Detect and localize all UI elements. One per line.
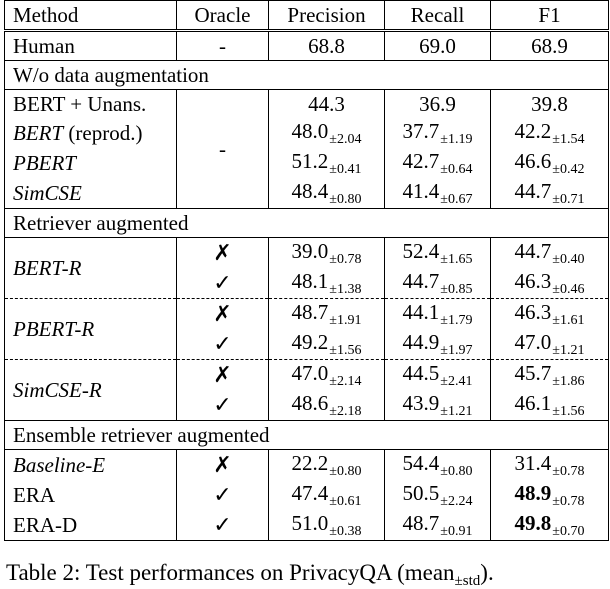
f1-cell bbox=[491, 238, 609, 269]
results-table bbox=[4, 0, 609, 541]
section-no-aug-label: W/o data augmentation bbox=[5, 61, 609, 90]
recall-std: ±0.64 bbox=[440, 162, 473, 177]
recall-cell bbox=[385, 390, 491, 421]
check-icon: ✓ bbox=[177, 268, 269, 299]
retriever-row bbox=[5, 299, 609, 330]
precision-value: 48.0 bbox=[291, 119, 329, 143]
recall-cell bbox=[385, 299, 491, 330]
section-retriever bbox=[5, 209, 609, 238]
precision-cell bbox=[269, 360, 385, 391]
recall-value: 42.7 bbox=[402, 149, 440, 173]
recall-cell bbox=[385, 510, 491, 541]
recall-value: 36.9 bbox=[419, 92, 456, 116]
recall-value: 52.4 bbox=[402, 239, 440, 263]
f1-std: ±1.86 bbox=[552, 374, 585, 389]
recall-std: ±1.79 bbox=[440, 313, 473, 328]
precision-cell bbox=[269, 299, 385, 330]
noaug-row bbox=[5, 90, 609, 119]
recall-std: ±1.97 bbox=[440, 343, 473, 358]
check-icon: ✓ bbox=[177, 510, 269, 541]
human-method: Human bbox=[5, 31, 177, 61]
f1-cell bbox=[491, 90, 609, 119]
header-row bbox=[5, 1, 609, 31]
recall-std: ±0.91 bbox=[440, 524, 473, 539]
precision-value: 48.6 bbox=[291, 391, 329, 415]
precision-cell bbox=[269, 178, 385, 209]
f1-std: ±1.54 bbox=[552, 132, 585, 147]
recall-std: ±2.41 bbox=[440, 374, 473, 389]
cross-icon: ✗ bbox=[177, 360, 269, 391]
check-icon: ✓ bbox=[177, 390, 269, 421]
header-method: Method bbox=[5, 1, 177, 31]
precision-cell bbox=[269, 480, 385, 510]
f1-cell bbox=[491, 118, 609, 148]
method-cell bbox=[5, 178, 177, 209]
precision-value: 49.2 bbox=[291, 330, 329, 354]
f1-value: 48.9 bbox=[514, 481, 552, 505]
f1-cell bbox=[491, 510, 609, 541]
ensemble-row bbox=[5, 510, 609, 541]
f1-std: ±0.78 bbox=[552, 464, 585, 479]
recall-value: 50.5 bbox=[402, 481, 440, 505]
precision-std: ±2.14 bbox=[329, 374, 362, 389]
precision-std: ±1.91 bbox=[329, 313, 362, 328]
precision-std: ±0.61 bbox=[329, 494, 362, 509]
retriever-row bbox=[5, 238, 609, 269]
f1-cell bbox=[491, 329, 609, 360]
recall-cell bbox=[385, 329, 491, 360]
recall-std: ±1.65 bbox=[440, 252, 473, 267]
method-name: BERT bbox=[13, 121, 64, 145]
precision-value: 48.1 bbox=[291, 269, 329, 293]
recall-value: 44.1 bbox=[402, 300, 440, 324]
recall-value: 43.9 bbox=[402, 391, 440, 415]
f1-value: 45.7 bbox=[514, 361, 552, 385]
precision-cell bbox=[269, 450, 385, 481]
human-recall: 69.0 bbox=[385, 31, 491, 61]
recall-std: ±0.80 bbox=[440, 464, 473, 479]
precision-std: ±0.38 bbox=[329, 524, 362, 539]
recall-value: 54.4 bbox=[402, 451, 440, 475]
precision-value: 39.0 bbox=[291, 239, 329, 263]
human-precision: 68.8 bbox=[269, 31, 385, 61]
table-caption bbox=[6, 560, 494, 589]
section-ensemble-label: Ensemble retriever augmented bbox=[5, 421, 609, 450]
cross-icon: ✗ bbox=[177, 238, 269, 269]
f1-cell bbox=[491, 480, 609, 510]
f1-cell bbox=[491, 450, 609, 481]
method-cell bbox=[5, 118, 177, 148]
cross-icon: ✗ bbox=[177, 450, 269, 481]
f1-value: 49.8 bbox=[514, 511, 552, 535]
f1-cell bbox=[491, 360, 609, 391]
precision-cell bbox=[269, 148, 385, 178]
ensemble-row bbox=[5, 480, 609, 510]
recall-cell bbox=[385, 360, 491, 391]
recall-cell bbox=[385, 238, 491, 269]
human-f1: 68.9 bbox=[491, 31, 609, 61]
recall-cell bbox=[385, 178, 491, 209]
cross-icon: ✗ bbox=[177, 299, 269, 330]
f1-std: ±0.40 bbox=[552, 252, 585, 267]
precision-cell bbox=[269, 90, 385, 119]
caption-end: ). bbox=[480, 560, 494, 585]
recall-value: 48.7 bbox=[402, 511, 440, 535]
section-retriever-label: Retriever augmented bbox=[5, 209, 609, 238]
f1-std: ±1.21 bbox=[552, 343, 585, 358]
caption-text: Table 2: Test performances on PrivacyQA (mean bbox=[6, 560, 455, 585]
precision-value: 51.2 bbox=[291, 149, 329, 173]
f1-std: ±1.56 bbox=[552, 404, 585, 419]
method-name: PBERT bbox=[13, 151, 76, 175]
precision-cell bbox=[269, 390, 385, 421]
f1-cell bbox=[491, 178, 609, 209]
f1-cell bbox=[491, 148, 609, 178]
method-cell: BERT-R bbox=[5, 238, 177, 299]
f1-value: 46.1 bbox=[514, 391, 552, 415]
f1-value: 42.2 bbox=[514, 119, 552, 143]
f1-std: ±0.46 bbox=[552, 282, 585, 297]
f1-cell bbox=[491, 299, 609, 330]
f1-std: ±0.42 bbox=[552, 162, 585, 177]
method-cell: Baseline-E bbox=[5, 450, 177, 481]
recall-cell bbox=[385, 90, 491, 119]
f1-value: 46.6 bbox=[514, 149, 552, 173]
header-precision: Precision bbox=[269, 1, 385, 31]
header-recall: Recall bbox=[385, 1, 491, 31]
f1-value: 44.7 bbox=[514, 179, 552, 203]
method-cell: SimCSE-R bbox=[5, 360, 177, 421]
recall-value: 44.9 bbox=[402, 330, 440, 354]
noaug-row bbox=[5, 178, 609, 209]
precision-cell bbox=[269, 118, 385, 148]
recall-value: 44.7 bbox=[402, 269, 440, 293]
precision-value: 47.4 bbox=[291, 481, 329, 505]
f1-std: ±0.78 bbox=[552, 494, 585, 509]
precision-cell bbox=[269, 238, 385, 269]
recall-cell bbox=[385, 148, 491, 178]
recall-std: ±1.19 bbox=[440, 132, 473, 147]
check-icon: ✓ bbox=[177, 329, 269, 360]
f1-std: ±1.61 bbox=[552, 313, 585, 328]
recall-std: ±2.24 bbox=[440, 494, 473, 509]
f1-std: ±0.71 bbox=[552, 192, 585, 207]
precision-std: ±0.41 bbox=[329, 162, 362, 177]
method-cell: ERA-D bbox=[5, 510, 177, 541]
method-cell: ERA bbox=[5, 480, 177, 510]
precision-cell bbox=[269, 510, 385, 541]
method-cell bbox=[5, 90, 177, 119]
precision-cell bbox=[269, 268, 385, 299]
precision-cell bbox=[269, 329, 385, 360]
section-no-aug bbox=[5, 61, 609, 90]
method-name: BERT + Unans. bbox=[13, 92, 147, 116]
recall-value: 41.4 bbox=[402, 179, 440, 203]
f1-value: 39.8 bbox=[531, 92, 568, 116]
method-cell: PBERT-R bbox=[5, 299, 177, 360]
precision-value: 51.0 bbox=[291, 511, 329, 535]
recall-cell bbox=[385, 118, 491, 148]
recall-cell bbox=[385, 480, 491, 510]
precision-value: 22.2 bbox=[291, 451, 329, 475]
f1-value: 44.7 bbox=[514, 239, 552, 263]
recall-cell bbox=[385, 268, 491, 299]
recall-std: ±1.21 bbox=[440, 404, 473, 419]
precision-std: ±1.38 bbox=[329, 282, 362, 297]
human-oracle: - bbox=[177, 31, 269, 61]
recall-cell bbox=[385, 450, 491, 481]
header-oracle: Oracle bbox=[177, 1, 269, 31]
f1-cell bbox=[491, 268, 609, 299]
f1-value: 46.3 bbox=[514, 300, 552, 324]
section-ensemble bbox=[5, 421, 609, 450]
f1-value: 46.3 bbox=[514, 269, 552, 293]
precision-value: 48.7 bbox=[291, 300, 329, 324]
recall-value: 44.5 bbox=[402, 361, 440, 385]
recall-std: ±0.67 bbox=[440, 192, 473, 207]
method-suffix: (reprod.) bbox=[63, 121, 143, 145]
header-f1: F1 bbox=[491, 1, 609, 31]
precision-value: 44.3 bbox=[308, 92, 345, 116]
precision-std: ±2.04 bbox=[329, 132, 362, 147]
f1-std: ±0.70 bbox=[552, 524, 585, 539]
precision-std: ±0.78 bbox=[329, 252, 362, 267]
caption-sub: ±std bbox=[454, 573, 481, 589]
method-cell bbox=[5, 148, 177, 178]
check-icon: ✓ bbox=[177, 480, 269, 510]
f1-cell bbox=[491, 390, 609, 421]
recall-value: 37.7 bbox=[402, 119, 440, 143]
precision-value: 48.4 bbox=[291, 179, 329, 203]
ensemble-row bbox=[5, 450, 609, 481]
noaug-row bbox=[5, 148, 609, 178]
precision-value: 47.0 bbox=[291, 361, 329, 385]
oracle-cell: - bbox=[177, 90, 269, 209]
precision-std: ±0.80 bbox=[329, 464, 362, 479]
retriever-row bbox=[5, 360, 609, 391]
f1-value: 31.4 bbox=[514, 451, 552, 475]
noaug-row bbox=[5, 118, 609, 148]
human-row bbox=[5, 31, 609, 61]
precision-std: ±0.80 bbox=[329, 192, 362, 207]
f1-value: 47.0 bbox=[514, 330, 552, 354]
precision-std: ±2.18 bbox=[329, 404, 362, 419]
method-name: SimCSE bbox=[13, 181, 82, 205]
precision-std: ±1.56 bbox=[329, 343, 362, 358]
recall-std: ±0.85 bbox=[440, 282, 473, 297]
